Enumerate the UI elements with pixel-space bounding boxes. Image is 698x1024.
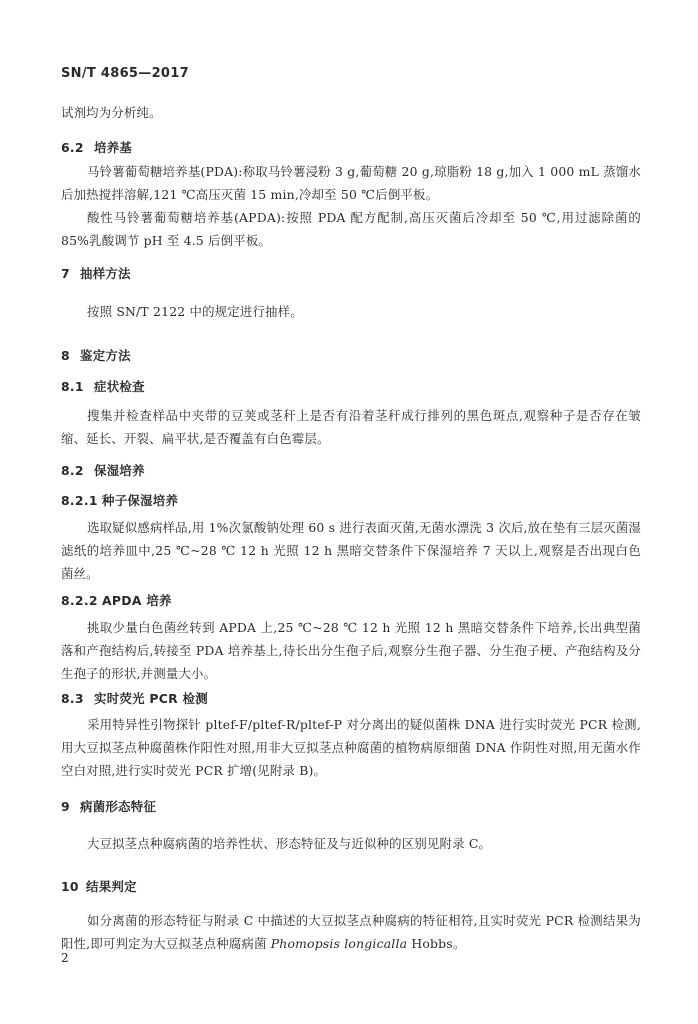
intro-line: 试剂均为分析纯。 xyxy=(61,105,162,120)
section-title: 结果判定 xyxy=(86,879,137,894)
standard-number: SN/T 4865—2017 xyxy=(61,66,189,81)
section-title: 培养基 xyxy=(94,140,133,155)
judgement-text: 如分离菌的形态特征与附录 C 中描述的大豆拟茎点种腐病的特征相符,且实时荧光 PCR 检测结果为阳性,即可判定为大豆拟茎点种腐病菌 xyxy=(61,913,641,951)
section-title: APDA 培养 xyxy=(102,593,172,608)
section-heading-8-2 xyxy=(61,461,145,479)
section-heading-6-2 xyxy=(61,138,132,156)
paragraph-6-2-apda: 酸性马铃薯葡萄糖培养基(APDA):按照 PDA 配方配制,高压灭菌后冷却至 50 ℃,用过滤除菌的 85%乳酸调节 pH 至 4.5 后倒平板。 xyxy=(61,210,641,248)
paragraph-10-judgement xyxy=(61,909,641,955)
section-number: 8.2.1 xyxy=(61,493,98,508)
section-title: 抽样方法 xyxy=(80,266,131,281)
section-title: 病菌形态特征 xyxy=(80,799,157,814)
section-number: 8.3 xyxy=(61,691,84,706)
paragraph-8-3-pcr: 采用特异性引物探针 pltef-F/pltef-R/pltef-P 对分离出的疑似菌株 DNA 进行实时荧光 PCR 检测,用大豆拟茎点种腐菌株作阳性对照,用非大豆拟茎点种腐菌的植物病原细菌 DNA 作阴性对照,用无菌水作空白对照,进行实时荧光 PCR 扩增(见附录 B)。 xyxy=(61,717,641,778)
paragraph-6-2-pda: 马铃薯葡萄糖培养基(PDA):称取马铃薯浸粉 3 g,葡萄糖 20 g,琼脂粉 18 g,加入 1 000 mL 蒸馏水后加热搅拌溶解,121 ℃高压灭菌 15 min,冷却至 50 ℃后倒平板。 xyxy=(61,164,641,202)
paragraph-7-sampling: 按照 SN/T 2122 中的规定进行抽样。 xyxy=(87,304,303,319)
section-number: 10 xyxy=(61,879,79,894)
species-name: Phomopsis longicalla xyxy=(270,936,408,951)
section-heading-7 xyxy=(61,264,131,282)
section-heading-9 xyxy=(61,797,156,815)
paragraph-8-2-2-apda-culture: 挑取少量白色菌丝转到 APDA 上,25 ℃~28 ℃ 12 h 光照 12 h 黑暗交替条件下培养,长出典型菌落和产孢结构后,转接至 PDA 培养基上,待长出分生孢子后,观察分生孢子器、分生孢子梗、产孢结构及分生孢子的形状,并测量大小。 xyxy=(61,620,641,681)
species-author: Hobbs。 xyxy=(407,936,466,951)
paragraph-8-2-1-seed-culture: 选取疑似感病样品,用 1%次氯酸钠处理 60 s 进行表面灭菌,无菌水漂洗 3 次后,放在垫有三层灭菌湿滤纸的培养皿中,25 ℃~28 ℃ 12 h 光照 12 h 黑暗交替条件下保湿培养 7 天以上,观察是否出现白色菌丝。 xyxy=(61,520,641,581)
page-number: 2 xyxy=(61,951,69,965)
section-number: 8 xyxy=(61,348,70,363)
section-heading-10 xyxy=(61,877,137,895)
section-number: 8.2 xyxy=(61,463,84,478)
section-heading-8 xyxy=(61,346,131,364)
section-number: 6.2 xyxy=(61,140,84,155)
section-title: 症状检查 xyxy=(94,379,145,394)
section-heading-8-2-2 xyxy=(61,591,172,609)
section-number: 8.2.2 xyxy=(61,593,98,608)
section-number: 7 xyxy=(61,266,70,281)
section-heading-8-1 xyxy=(61,377,145,395)
section-heading-8-3 xyxy=(61,689,208,707)
section-title: 保湿培养 xyxy=(94,463,145,478)
section-title: 实时荧光 PCR 检测 xyxy=(94,691,208,706)
section-title: 种子保湿培养 xyxy=(102,493,179,508)
paragraph-9-morphology: 大豆拟茎点种腐病菌的培养性状、形态特征及与近似种的区别见附录 C。 xyxy=(87,836,492,851)
section-heading-8-2-1 xyxy=(61,491,178,509)
section-number: 9 xyxy=(61,799,70,814)
paragraph-8-1-symptom: 搜集并检查样品中夹带的豆荚或茎秆上是否有沿着茎秆成行排列的黑色斑点,观察种子是否存在皱缩、延长、开裂、扁平状,是否覆盖有白色霉层。 xyxy=(61,408,641,446)
section-title: 鉴定方法 xyxy=(80,348,131,363)
section-number: 8.1 xyxy=(61,379,84,394)
